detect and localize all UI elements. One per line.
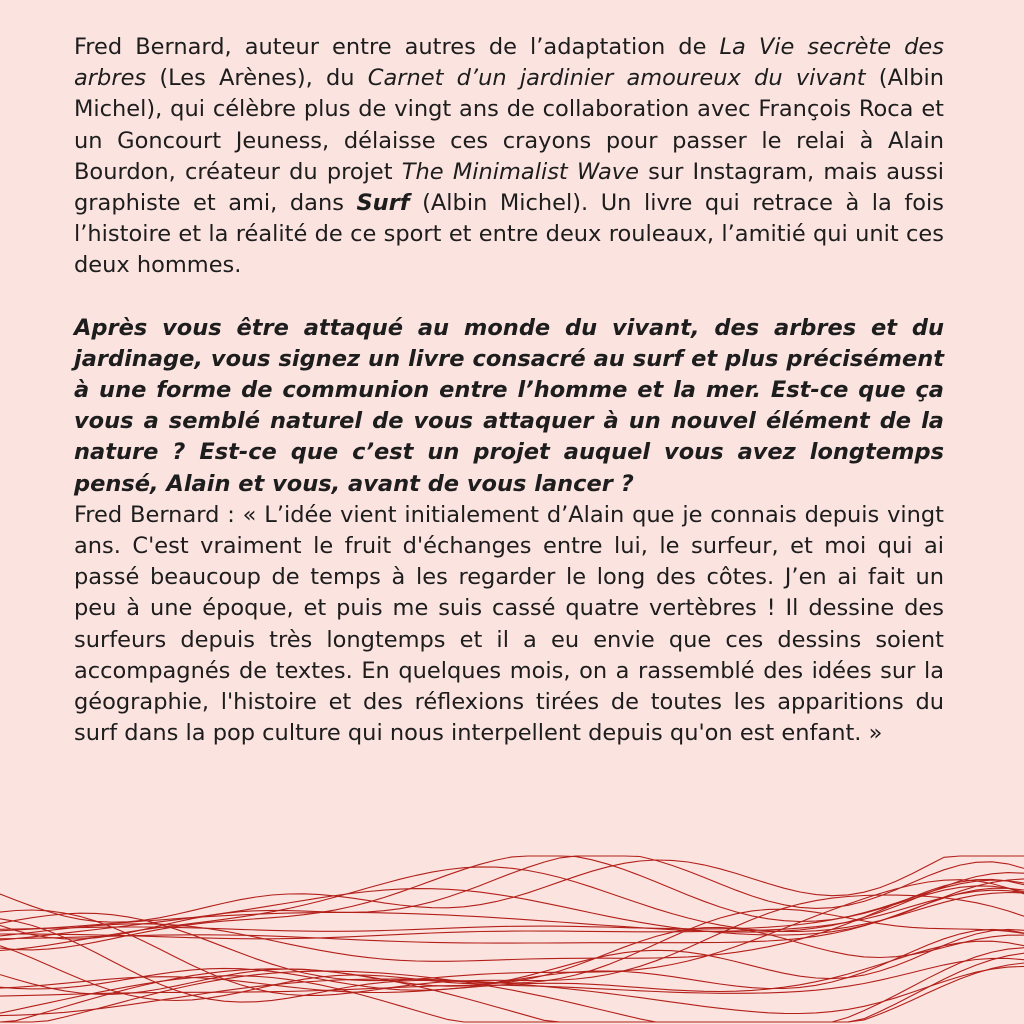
wave-line [0, 941, 1024, 992]
article-text [74, 32, 944, 749]
intro-text-3: (Albin Michel), qui célèbre plus de vingt ans de collaboration avec François Roca et un Goncourt Jeuness, délaisse ces crayons pour passer le relai à Alain Bourdon, créateur du projet [74, 65, 945, 185]
book-title-vie-secrete: La Vie secrète des arbres [74, 34, 944, 92]
intro-text-1: Fred Bernard, auteur entre autres de l’adaptation de [74, 34, 720, 60]
interview-answer: Fred Bernard : « L’idée vient initialement d’Alain que je connais depuis vingt ans. C'est vraiment le fruit d'échanges entre lui, le surfeur, et moi qui ai passé beaucoup de temps à les regarder le long des côtes. J’en ai fait un peu à une époque, et puis me suis cassé quatre vertèbres ! Il dessine des surfeurs depuis très longtemps et il a eu envie que ces dessins soient accompagnés de textes. En quelques mois, on a rassemblé des idées sur la géographie, l'histoire et des réflexions tirées de toutes les apparitions du surf dans la pop culture qui nous interpellent depuis qu'on est enfant. » [74, 501, 944, 747]
intro-text-2: (Les Arènes), du [146, 65, 368, 92]
wave-line [0, 856, 1024, 922]
paragraph-gap [74, 282, 944, 313]
wave-line [0, 953, 1024, 1022]
wave-lines-decoration [0, 854, 1024, 1024]
intro-text-4: sur Instagram, mais aussi graphiste et ami, dans [74, 158, 944, 217]
book-title-carnet: Carnet d’un jardinier amoureux du vivant [367, 65, 866, 92]
interview-question: Après vous être attaqué au monde du vivant, des arbres et du jardinage, vous signez un livre consacré au surf et plus précisément à une forme de communion entre l’homme et la mer. Est-ce que ça vous a semblé naturel de vous attaquer à un nouvel élément de la nature ? Est-ce que c’est un projet auquel vous avez longtemps pensé, Alain et vous, avant de vous lancer ? [74, 314, 944, 497]
intro-text-5: (Albin Michel). Un livre qui retrace à la fois l’histoire et la réalité de ce sport et entre deux rouleaux, l’amitié qui unit ces deux hommes. [74, 190, 944, 279]
wave-line [0, 856, 1024, 950]
intro-paragraph [74, 32, 944, 282]
wave-line [0, 867, 1024, 951]
book-title-surf: Surf [356, 190, 410, 217]
project-name: The Minimalist Wave [401, 158, 639, 185]
